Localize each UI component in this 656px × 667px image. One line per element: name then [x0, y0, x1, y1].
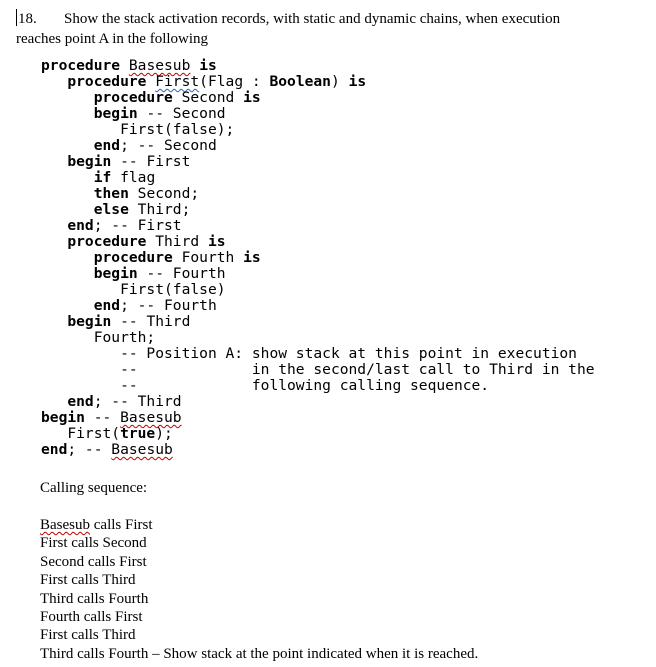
list-item: Third calls Fourth – Show stack at the point indicated when it is reached.: [40, 645, 479, 662]
code-block: [41, 58, 595, 458]
code-line: [41, 106, 595, 122]
code-keyword: end: [67, 393, 94, 410]
code-keyword: if: [93, 169, 112, 186]
code-line: [41, 410, 595, 426]
code-comment: -- following calling sequence.: [120, 377, 490, 394]
code-keyword: begin: [41, 409, 85, 426]
code-keyword: end: [93, 297, 121, 314]
code-line: [41, 346, 595, 362]
code-line: [41, 122, 595, 138]
code-line: [41, 442, 595, 458]
code-line: [41, 186, 595, 202]
code-comment: ; --: [67, 441, 112, 458]
code-keyword: end: [67, 217, 94, 234]
code-comment: -- Fourth: [137, 265, 226, 282]
calling-sequence-list: [40, 516, 478, 663]
code-text: ): [330, 73, 340, 90]
code-keyword: procedure: [67, 233, 147, 250]
code-comment: ; -- Second: [120, 137, 217, 154]
code-line: [41, 58, 595, 74]
calling-sequence-label: Calling sequence:: [40, 480, 148, 496]
code-text: Fourth;: [93, 329, 156, 346]
code-keyword: true: [120, 425, 156, 442]
code-identifier: Second: [181, 89, 235, 106]
sequence-text: calls First: [90, 517, 153, 533]
code-comment: -- Position A: show stack at this point in execution: [120, 345, 577, 362]
code-text: (Flag :: [199, 73, 270, 90]
code-text: First(: [67, 425, 121, 442]
code-keyword: procedure: [93, 89, 173, 106]
code-identifier: Basesub: [111, 441, 173, 458]
code-text: Second;: [128, 185, 200, 202]
code-line: [41, 202, 595, 218]
code-comment: ; -- Fourth: [120, 297, 217, 314]
code-keyword: else: [93, 201, 129, 218]
code-line: [41, 154, 595, 170]
list-item: First calls Third: [40, 627, 136, 644]
sequence-identifier: Basesub: [40, 517, 90, 533]
code-line: [41, 394, 595, 410]
code-keyword: is: [243, 249, 261, 266]
code-keyword: is: [243, 89, 261, 106]
code-keyword: then: [93, 185, 129, 202]
question-number: 18.: [18, 11, 37, 27]
code-line: [41, 282, 595, 298]
list-item: Third calls Fourth: [40, 590, 149, 607]
code-keyword: procedure: [67, 73, 147, 90]
code-identifier: Basesub: [128, 57, 191, 74]
code-line: [41, 250, 595, 266]
list-item: First calls Third: [40, 572, 136, 589]
code-keyword: procedure: [93, 249, 173, 266]
code-keyword: begin: [67, 313, 112, 330]
code-line: [41, 362, 595, 378]
list-item: Fourth calls First: [40, 608, 143, 625]
code-line: [41, 218, 595, 234]
code-line: [41, 330, 595, 346]
code-keyword: is: [199, 57, 217, 74]
code-line: [41, 314, 595, 330]
code-line: [41, 426, 595, 442]
code-line: [41, 170, 595, 186]
question-text-line-2: reaches point A in the following: [16, 31, 209, 47]
code-line: [41, 266, 595, 282]
code-line: [41, 138, 595, 154]
code-line: [41, 298, 595, 314]
code-keyword: end: [41, 441, 68, 458]
code-text: Third;: [128, 201, 191, 218]
code-comment: --: [84, 409, 121, 426]
code-keyword: is: [348, 73, 367, 90]
code-line: [41, 234, 595, 250]
code-keyword: begin: [93, 105, 138, 122]
code-keyword: is: [207, 233, 226, 250]
code-identifier: Third: [155, 233, 200, 250]
code-keyword: end: [93, 137, 121, 154]
text-cursor: [16, 9, 17, 26]
code-comment: -- in the second/last call to Third in the: [120, 361, 595, 378]
code-comment: ; -- Third: [93, 393, 182, 410]
code-comment: -- Third: [111, 313, 191, 330]
code-comment: -- Second: [137, 105, 226, 122]
code-text: First(false): [120, 281, 226, 298]
code-text: );: [155, 425, 173, 442]
code-keyword: Boolean: [269, 73, 331, 90]
list-item: First calls Second: [40, 535, 147, 552]
code-comment: ; -- First: [93, 217, 182, 234]
code-keyword: begin: [67, 153, 112, 170]
code-keyword: procedure: [41, 57, 121, 74]
code-identifier: Basesub: [120, 409, 182, 426]
code-line: [41, 90, 595, 106]
code-keyword: begin: [93, 265, 138, 282]
code-line: [41, 74, 595, 90]
code-identifier: First: [155, 73, 200, 90]
code-identifier: Fourth: [181, 249, 235, 266]
code-line: [41, 378, 595, 394]
list-item: Second calls First: [40, 553, 147, 570]
question-text-line-1: Show the stack activation records, with static and dynamic chains, when execution: [64, 11, 561, 27]
code-comment: -- First: [111, 153, 191, 170]
code-text: First(false);: [120, 121, 235, 138]
list-item: [40, 516, 478, 534]
code-text: flag: [111, 169, 156, 186]
